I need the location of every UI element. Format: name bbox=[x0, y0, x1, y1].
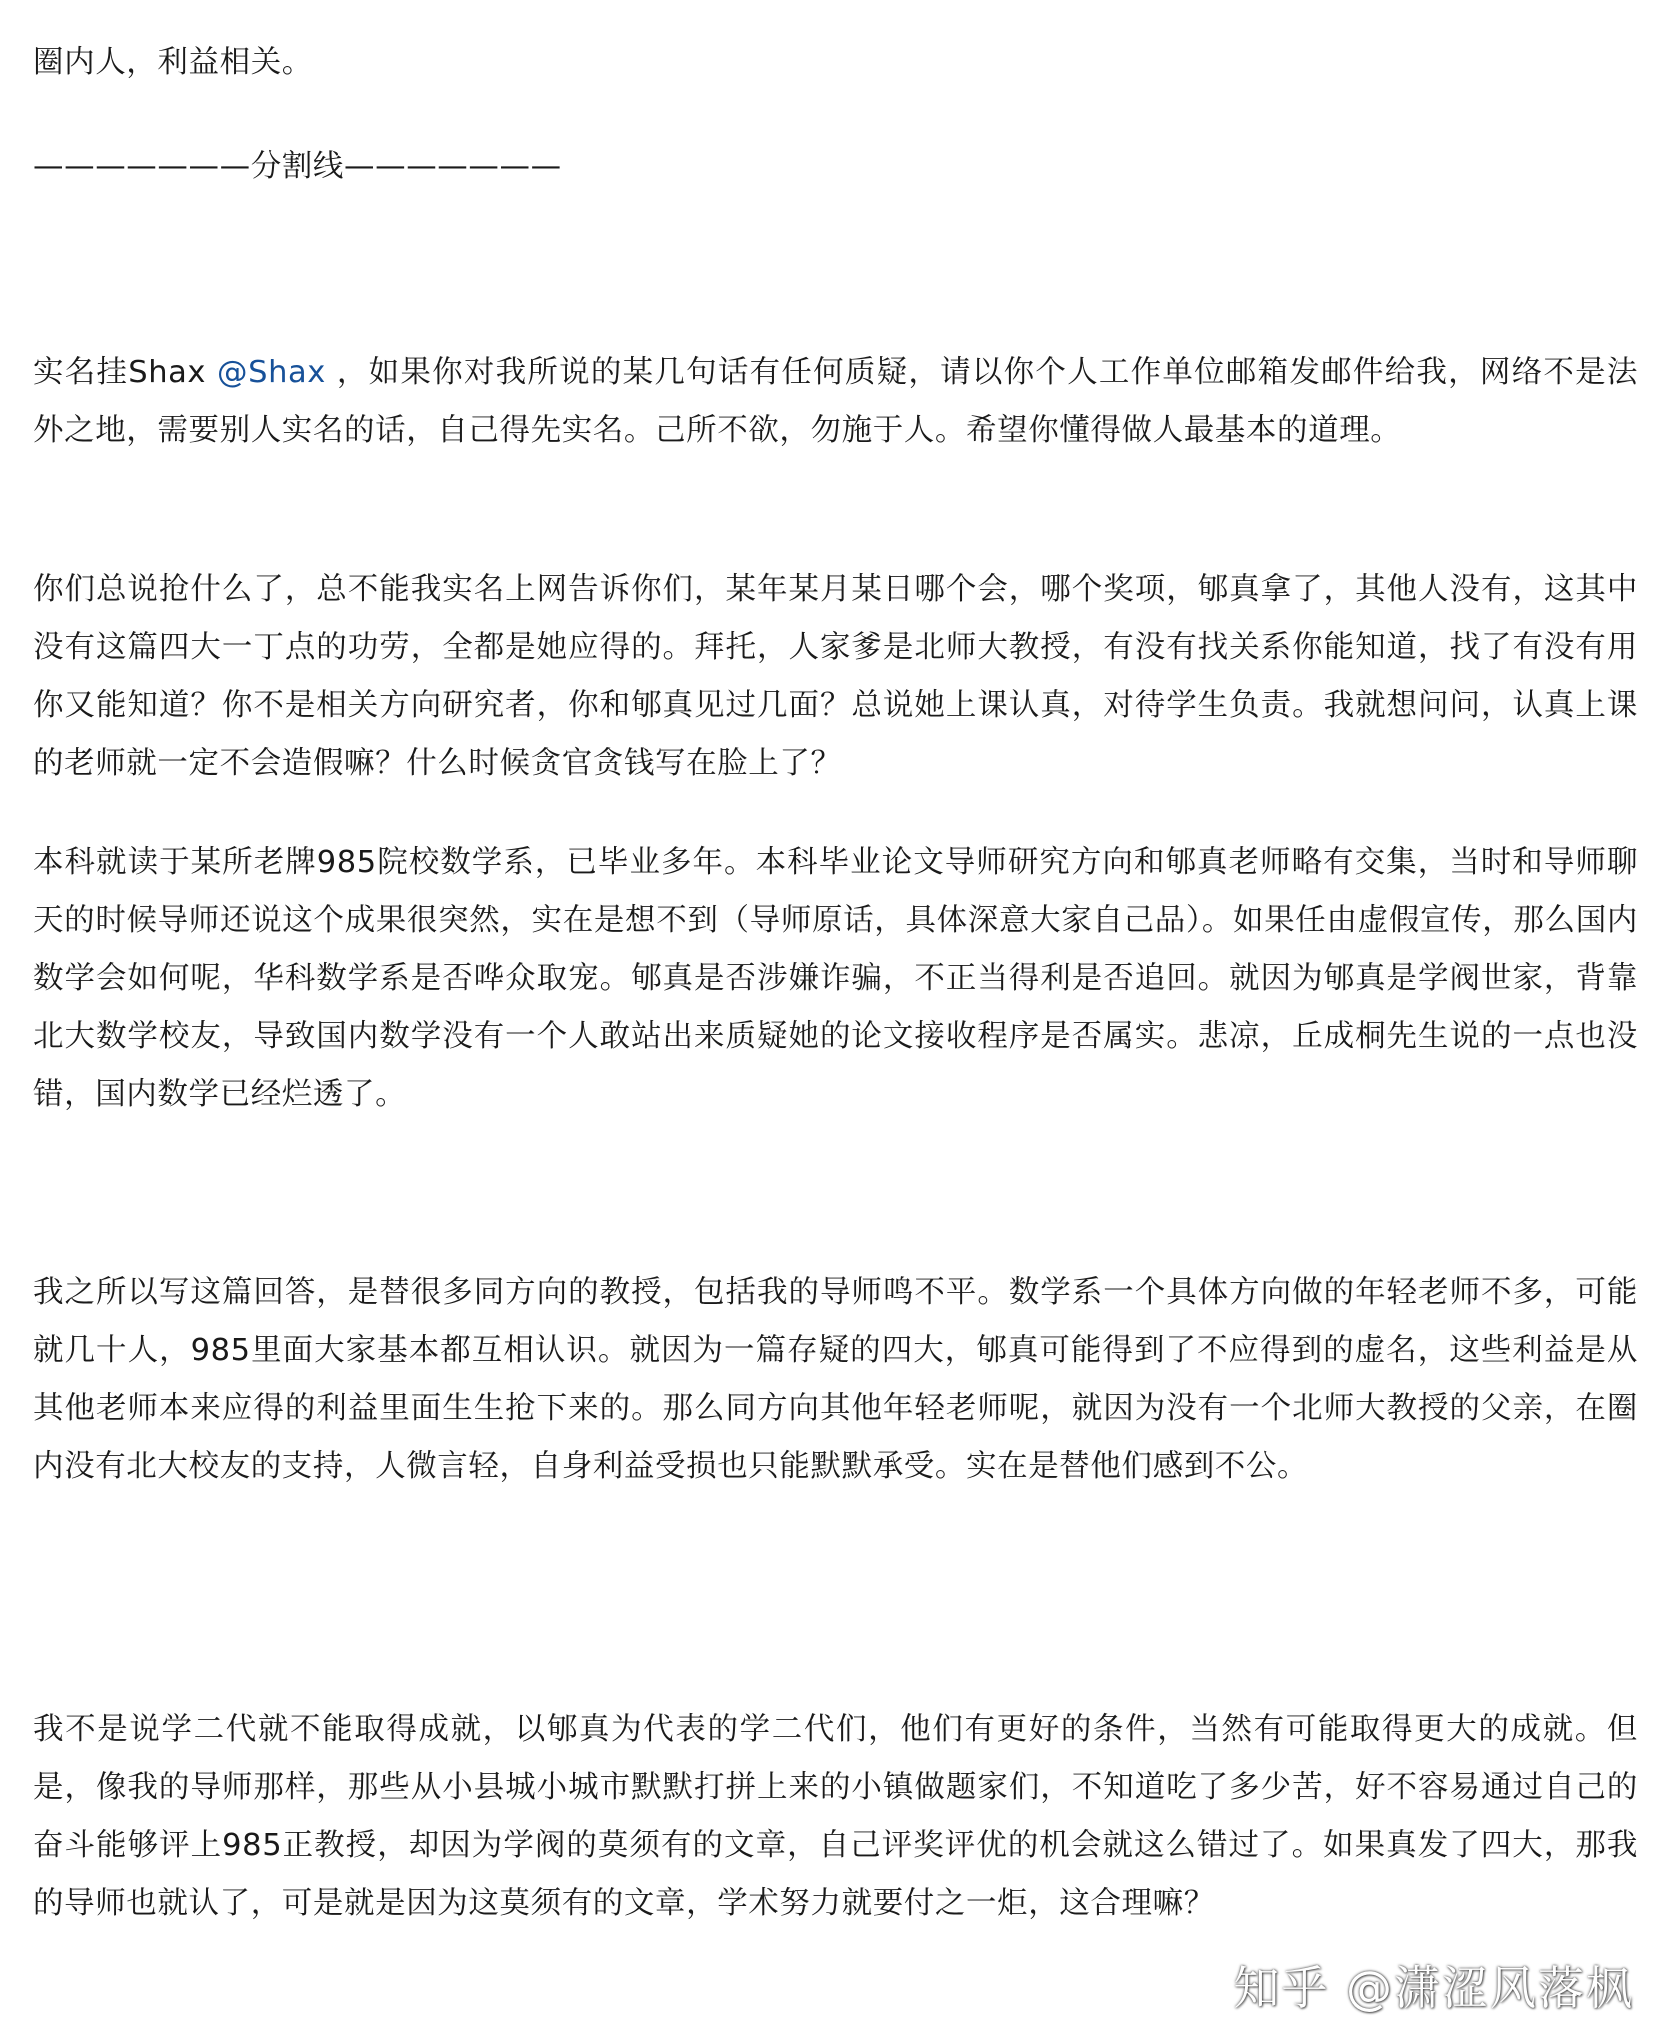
user-mention-link[interactable]: @Shax bbox=[217, 355, 326, 390]
intro-line: 圈内人，利益相关。 bbox=[33, 45, 313, 80]
paragraph-3: 本科就读于某所老牌985院校数学系，已毕业多年。本科毕业论文导师研究方向和郇真老师略有交集，当时和导师聊天的时候导师还说这个成果很突然，实在是想不到（导师原话，具体深意大家自己品）。如果任由虚假宣传，那么国内数学会如何呢，华科数学系是否哗众取宠。郇真是否涉嫌诈骗，不正当得利是否追回。就因为郇真是学阀世家，背靠北大数学校友，导致国内数学没有一个人敢站出来质疑她的论文接收程序是否属实。悲凉，丘成桐先生说的一点也没错，国内数学已经烂透了。 bbox=[33, 845, 1638, 1112]
paragraph-4: 我之所以写这篇回答，是替很多同方向的教授，包括我的导师鸣不平。数学系一个具体方向做的年轻老师不多，可能就几十人，985里面大家基本都互相认识。就因为一篇存疑的四大，郇真可能得到了不应得到的虚名，这些利益是从其他老师本来应得的利益里面生生抢下来的。那么同方向其他年轻老师呢，就因为没有一个北师大教授的父亲，在圈内没有北大校友的支持，人微言轻，自身利益受损也只能默默承受。实在是替他们感到不公。 bbox=[33, 1275, 1638, 1484]
paragraph-1-lead: 实名挂Shax bbox=[33, 355, 218, 390]
paragraph-1 bbox=[33, 344, 1638, 460]
paragraph-1-rest: ，如果你对我所说的某几句话有任何质疑，请以你个人工作单位邮箱发邮件给我，网络不是法外之地，需要别人实名的话，自己得先实名。己所不欲，勿施于人。希望你懂得做人最基本的道理。 bbox=[33, 355, 1638, 448]
paragraph-2: 你们总说抢什么了，总不能我实名上网告诉你们，某年某月某日哪个会，哪个奖项，郇真拿了，其他人没有，这其中没有这篇四大一丁点的功劳，全都是她应得的。拜托，人家爹是北师大教授，有没有找关系你能知道，找了有没有用你又能知道？你不是相关方向研究者，你和郇真见过几面？总说她上课认真，对待学生负责。我就想问问，认真上课的老师就一定不会造假嘛？什么时候贪官贪钱写在脸上了？ bbox=[33, 572, 1638, 781]
paragraph-5: 我不是说学二代就不能取得成就，以郇真为代表的学二代们，他们有更好的条件，当然有可能取得更大的成就。但是，像我的导师那样，那些从小县城小城市默默打拼上来的小镇做题家们，不知道吃了多少苦，好不容易通过自己的奋斗能够评上985正教授，却因为学阀的莫须有的文章，自己评奖评优的机会就这么错过了。如果真发了四大，那我的导师也就认了，可是就是因为这莫须有的文章，学术努力就要付之一炬，这合理嘛？ bbox=[33, 1712, 1638, 1921]
zhihu-watermark: 知乎 @潇涩风落枫 bbox=[1233, 1961, 1634, 2015]
divider-line: ———————分割线——————— bbox=[33, 149, 562, 184]
